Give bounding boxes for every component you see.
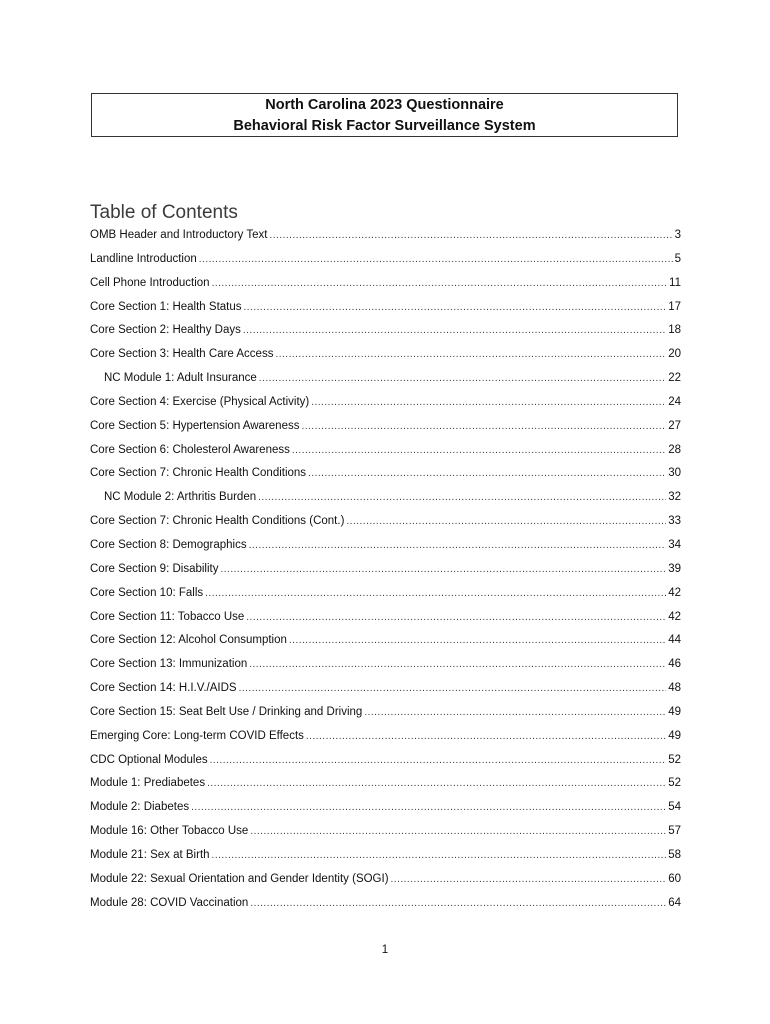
toc-dot-leader xyxy=(364,704,666,722)
toc-entry-page: 5 xyxy=(674,252,681,265)
toc-dot-leader xyxy=(391,871,667,889)
toc-entry[interactable] xyxy=(90,679,681,703)
toc-entry[interactable] xyxy=(90,798,681,822)
toc-entry-page: 39 xyxy=(668,562,681,575)
toc-entry-page: 30 xyxy=(668,467,681,480)
toc-entry-label: Cell Phone Introduction xyxy=(90,276,210,289)
toc-entry-page: 54 xyxy=(668,801,681,814)
toc-dot-leader xyxy=(191,799,666,817)
toc-entry[interactable] xyxy=(90,321,681,345)
toc-entry-label: Module 21: Sex at Birth xyxy=(90,848,210,861)
toc-heading: Table of Contents xyxy=(90,202,238,223)
toc-entry[interactable] xyxy=(90,631,681,655)
toc-entry-page: 52 xyxy=(668,753,681,766)
toc-entry-page: 24 xyxy=(668,395,681,408)
toc-dot-leader xyxy=(249,537,667,555)
toc-entry[interactable] xyxy=(90,488,681,512)
toc-entry-label: Core Section 3: Health Care Access xyxy=(90,348,274,361)
toc-dot-leader xyxy=(212,847,667,865)
toc-entry-label: Emerging Core: Long-term COVID Effects xyxy=(90,729,304,742)
toc-entry[interactable] xyxy=(90,393,681,417)
toc-entry-page: 49 xyxy=(668,729,681,742)
toc-entry[interactable] xyxy=(90,727,681,751)
toc-entry-page: 18 xyxy=(668,324,681,337)
toc-entry[interactable] xyxy=(90,369,681,393)
toc-dot-leader xyxy=(205,585,666,603)
toc-dot-leader xyxy=(346,513,666,531)
toc-entry-label: Core Section 4: Exercise (Physical Activity) xyxy=(90,395,310,408)
toc-entry-page: 34 xyxy=(668,538,681,551)
toc-entry-page: 58 xyxy=(668,848,681,861)
toc-entry-page: 60 xyxy=(668,872,681,885)
toc-entry-label: Core Section 15: Seat Belt Use / Drinking and Driving xyxy=(90,705,363,718)
toc-entry-page: 32 xyxy=(668,491,681,504)
toc-dot-leader xyxy=(244,299,667,317)
toc-entry-page: 17 xyxy=(668,300,681,313)
toc-entry-page: 33 xyxy=(668,515,681,528)
toc-entry-label: Core Section 7: Chronic Health Conditions (Cont.) xyxy=(90,515,345,528)
toc-entry-label: NC Module 2: Arthritis Burden xyxy=(104,491,257,504)
document-title: North Carolina 2023 Questionnaire xyxy=(265,97,504,113)
toc-entry-label: Core Section 12: Alcohol Consumption xyxy=(90,634,287,647)
toc-entry[interactable] xyxy=(90,417,681,441)
toc-entry[interactable] xyxy=(90,512,681,536)
toc-entry[interactable] xyxy=(90,584,681,608)
toc-entry-page: 42 xyxy=(668,610,681,623)
toc-entry-label: Core Section 7: Chronic Health Conditions xyxy=(90,467,307,480)
toc-entry-label: OMB Header and Introductory Text xyxy=(90,229,268,241)
toc-dot-leader xyxy=(311,394,666,412)
toc-entry-label: Module 2: Diabetes xyxy=(90,801,190,814)
toc-entry[interactable] xyxy=(90,345,681,369)
toc-entry-label: Core Section 10: Falls xyxy=(90,586,204,599)
toc-entry-label: Module 1: Prediabetes xyxy=(90,777,206,790)
toc-entry-label: Core Section 1: Health Status xyxy=(90,300,242,313)
toc-entry[interactable] xyxy=(90,250,681,274)
toc-entry-label: NC Module 1: Adult Insurance xyxy=(104,372,257,385)
toc-dot-leader xyxy=(308,465,666,483)
toc-entry[interactable] xyxy=(90,298,681,322)
toc-entry-page: 52 xyxy=(668,777,681,790)
toc-dot-leader xyxy=(292,442,666,460)
toc-entry-label: CDC Optional Modules xyxy=(90,753,208,766)
toc-dot-leader xyxy=(258,489,666,507)
toc-entry[interactable] xyxy=(90,703,681,727)
toc-entry-page: 44 xyxy=(668,634,681,647)
toc-entry-page: 57 xyxy=(668,825,681,838)
toc-entry[interactable] xyxy=(90,846,681,870)
toc-entry-label: Core Section 13: Immunization xyxy=(90,658,248,671)
toc-entry-page: 20 xyxy=(668,348,681,361)
toc-entry-page: 49 xyxy=(668,705,681,718)
toc-dot-leader xyxy=(212,275,667,293)
toc-entry-label: Core Section 8: Demographics xyxy=(90,538,247,551)
toc-entry[interactable] xyxy=(90,226,681,250)
toc-entry[interactable] xyxy=(90,536,681,560)
page-number: 1 xyxy=(381,944,389,956)
toc-dot-leader xyxy=(243,322,666,340)
toc-entry-label: Module 22: Sexual Orientation and Gender Identity (SOGI) xyxy=(90,872,389,885)
toc-dot-leader xyxy=(259,370,666,388)
toc-entry-page: 3 xyxy=(674,229,681,241)
toc-entry-page: 46 xyxy=(668,658,681,671)
toc-entry-label: Core Section 14: H.I.V./AIDS xyxy=(90,682,237,695)
toc-dot-leader xyxy=(239,680,667,698)
toc-dot-leader xyxy=(289,632,666,650)
document-title-box xyxy=(91,93,678,137)
toc-entry[interactable] xyxy=(90,464,681,488)
toc-dot-leader xyxy=(249,656,666,674)
toc-entry-label: Module 28: COVID Vaccination xyxy=(90,896,249,909)
toc-entry-page: 28 xyxy=(668,443,681,456)
toc-entry-label: Core Section 2: Healthy Days xyxy=(90,324,241,337)
toc-entry-label: Core Section 5: Hypertension Awareness xyxy=(90,419,300,432)
toc-dot-leader xyxy=(275,346,666,364)
toc-entry[interactable] xyxy=(90,560,681,584)
toc-dot-leader xyxy=(246,609,666,627)
toc-dot-leader xyxy=(301,418,666,436)
toc-entry-page: 22 xyxy=(668,372,681,385)
document-subtitle: Behavioral Risk Factor Surveillance System xyxy=(233,118,536,134)
toc-entry-page: 48 xyxy=(668,682,681,695)
toc-entry-page: 11 xyxy=(669,276,681,289)
toc-entry-label: Landline Introduction xyxy=(90,252,197,265)
toc-entry[interactable] xyxy=(90,894,681,918)
toc-entry-label: Core Section 11: Tobacco Use xyxy=(90,610,245,623)
toc-entry[interactable] xyxy=(90,774,681,798)
toc-dot-leader xyxy=(210,752,667,770)
toc-entry-label: Module 16: Other Tobacco Use xyxy=(90,825,249,838)
toc-dot-leader xyxy=(270,227,673,245)
toc-dot-leader xyxy=(250,823,666,841)
toc-entry-label: Core Section 6: Cholesterol Awareness xyxy=(90,443,290,456)
toc-dot-leader xyxy=(250,895,666,913)
toc-entry[interactable] xyxy=(90,822,681,846)
toc-entry-page: 27 xyxy=(668,419,681,432)
toc-entry[interactable] xyxy=(90,274,681,298)
toc-entry[interactable] xyxy=(90,751,681,775)
toc-entry-page: 64 xyxy=(668,896,681,909)
toc-dot-leader xyxy=(220,561,666,579)
toc-entry-page: 42 xyxy=(668,586,681,599)
toc-entry[interactable] xyxy=(90,441,681,465)
toc-entry[interactable] xyxy=(90,870,681,894)
toc-dot-leader xyxy=(199,251,673,269)
toc-dot-leader xyxy=(306,728,666,746)
toc-dot-leader xyxy=(207,775,666,793)
table-of-contents xyxy=(90,226,681,917)
toc-entry[interactable] xyxy=(90,608,681,632)
toc-entry[interactable] xyxy=(90,655,681,679)
toc-entry-label: Core Section 9: Disability xyxy=(90,562,219,575)
